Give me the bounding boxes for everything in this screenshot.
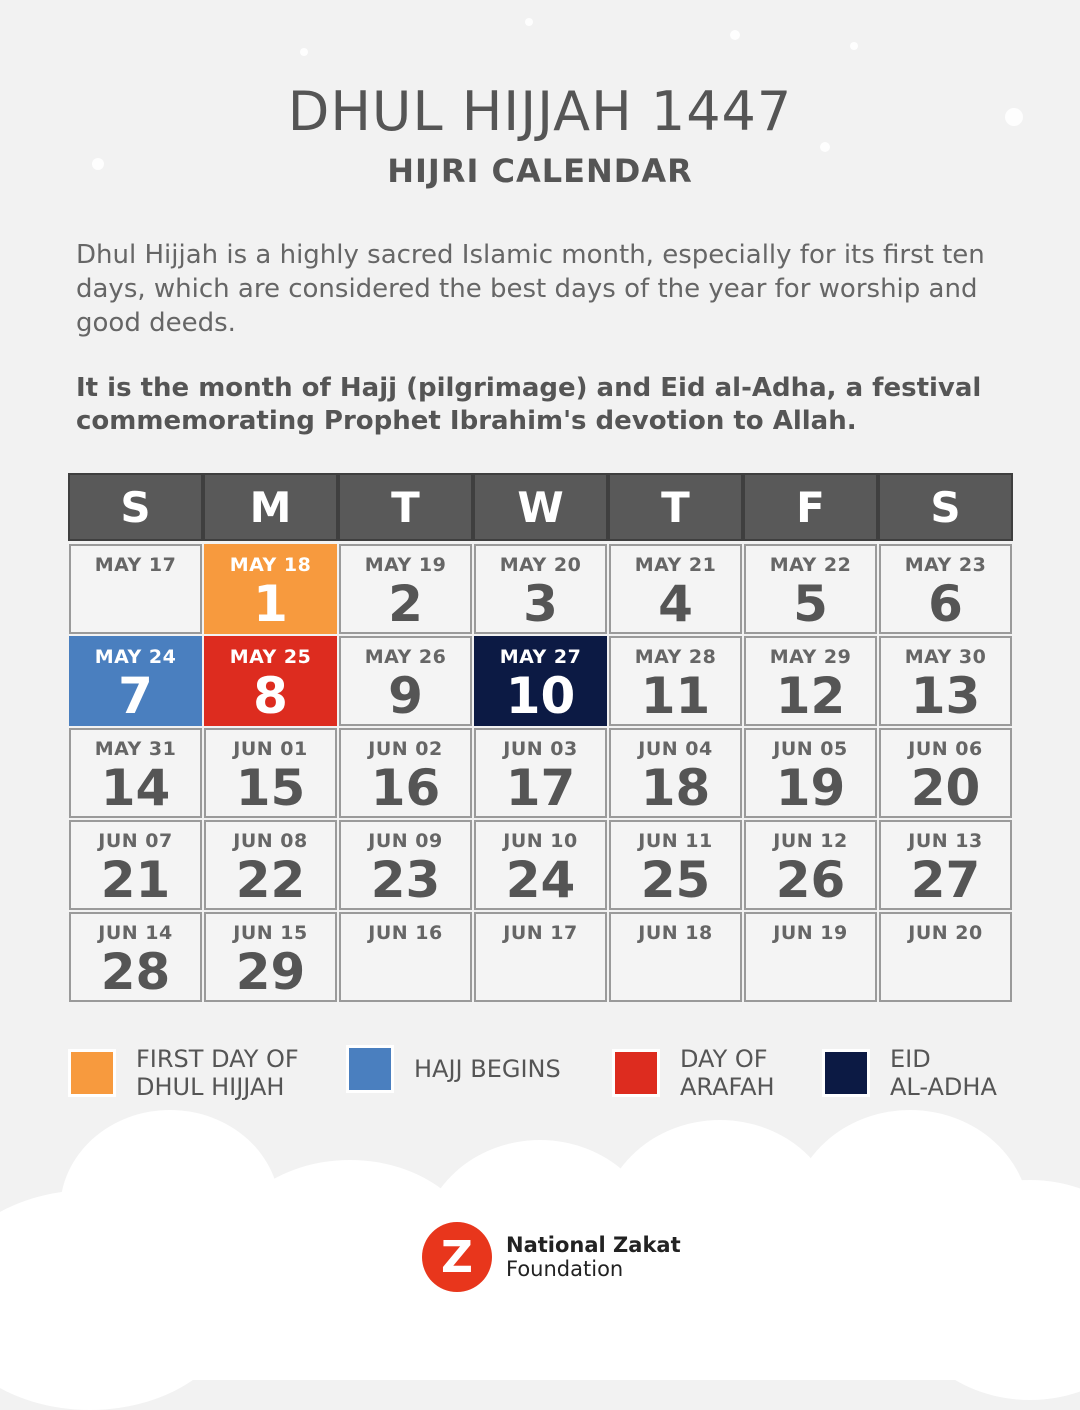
gregorian-date: JUN 06	[908, 738, 983, 760]
hijri-day-number: 4	[658, 575, 693, 633]
gregorian-date: MAY 31	[94, 738, 177, 760]
gregorian-date: MAY 29	[769, 646, 852, 668]
hijri-day-number: 3	[523, 575, 558, 633]
gregorian-date: MAY 18	[229, 554, 312, 576]
calendar-day-cell	[609, 728, 742, 818]
calendar-day-cell	[204, 820, 337, 910]
legend-swatch	[68, 1049, 116, 1097]
hijri-day-number: 9	[388, 667, 423, 725]
hijri-day-number: 17	[505, 759, 576, 817]
cloud-decoration	[0, 1080, 1080, 1350]
calendar-day-cell	[474, 728, 607, 818]
calendar-day-cell	[69, 544, 202, 634]
hijri-day-number: 24	[505, 851, 576, 909]
page-subtitle: HIJRI CALENDAR	[387, 152, 693, 190]
weekday-header: S	[878, 473, 1013, 541]
calendar-day-cell	[69, 912, 202, 1002]
calendar-day-cell	[744, 544, 877, 634]
calendar-day-cell	[609, 544, 742, 634]
weekday-header: M	[203, 473, 338, 541]
calendar-day-cell	[69, 820, 202, 910]
gregorian-date: MAY 27	[499, 646, 582, 668]
gregorian-date: JUN 13	[908, 830, 983, 852]
gregorian-date: JUN 02	[368, 738, 443, 760]
calendar-day-cell	[879, 820, 1012, 910]
gregorian-date: JUN 07	[98, 830, 173, 852]
hijri-day-number: 7	[118, 667, 153, 725]
gregorian-date: JUN 20	[908, 922, 983, 944]
gregorian-date: JUN 15	[233, 922, 308, 944]
calendar-day-cell	[609, 912, 742, 1002]
calendar-day-cell	[69, 636, 202, 726]
page-title: DHUL HIJJAH 1447	[287, 80, 793, 143]
gregorian-date: JUN 18	[638, 922, 713, 944]
calendar-day-cell	[744, 912, 877, 1002]
background-dot	[820, 142, 830, 152]
calendar-day-cell	[339, 728, 472, 818]
legend-first-day	[68, 1045, 299, 1101]
gregorian-date: MAY 20	[499, 554, 582, 576]
hijri-day-number: 25	[640, 851, 711, 909]
hijri-day-number: 19	[775, 759, 846, 817]
calendar-day-cell	[339, 544, 472, 634]
gregorian-date: JUN 17	[503, 922, 578, 944]
calendar-day-cell	[609, 820, 742, 910]
hijri-day-number: 18	[640, 759, 711, 817]
hijri-day-number: 10	[505, 667, 576, 725]
gregorian-date: MAY 25	[229, 646, 312, 668]
weekday-header: S	[68, 473, 203, 541]
intro-paragraph: Dhul Hijjah is a highly sacred Islamic month, especially for its first ten days, which are considered the best days of the year for worship and good deeds.	[76, 240, 985, 338]
weekday-header: W	[473, 473, 608, 541]
hijri-day-number: 23	[370, 851, 441, 909]
hijri-day-number: 2	[388, 575, 423, 633]
calendar-day-cell	[609, 636, 742, 726]
hijri-day-number: 22	[235, 851, 306, 909]
calendar-day-cell	[879, 544, 1012, 634]
logo-line-2: Foundation	[506, 1257, 624, 1281]
hijri-day-number: 16	[370, 759, 441, 817]
background-dot	[850, 42, 858, 50]
logo-line-1: National Zakat	[506, 1233, 681, 1257]
gregorian-date: MAY 23	[904, 554, 987, 576]
gregorian-date: JUN 05	[773, 738, 848, 760]
gregorian-date: MAY 21	[634, 554, 717, 576]
calendar-day-cell	[204, 544, 337, 634]
gregorian-date: JUN 19	[773, 922, 848, 944]
weekday-header: F	[743, 473, 878, 541]
background-dot	[300, 48, 308, 56]
legend-swatch	[612, 1049, 660, 1097]
hijri-day-number: 11	[640, 667, 711, 725]
calendar-day-cell	[204, 636, 337, 726]
calendar-day-cell	[879, 912, 1012, 1002]
gregorian-date: MAY 19	[364, 554, 447, 576]
calendar-day-cell	[339, 636, 472, 726]
calendar-grid	[68, 473, 1011, 1003]
calendar-day-cell	[879, 728, 1012, 818]
hijri-day-number: 6	[928, 575, 963, 633]
calendar-day-cell	[474, 544, 607, 634]
emphasis-paragraph: It is the month of Hajj (pilgrimage) and Eid al-Adha, a festival commemorating Prophet Ibrahim's devotion to Allah.	[76, 373, 982, 436]
calendar-day-cell	[474, 636, 607, 726]
legend-swatch	[822, 1049, 870, 1097]
calendar-day-cell	[744, 636, 877, 726]
hijri-day-number: 15	[235, 759, 306, 817]
gregorian-date: MAY 30	[904, 646, 987, 668]
calendar-day-cell	[474, 820, 607, 910]
hijri-day-number: 13	[910, 667, 981, 725]
gregorian-date: JUN 01	[233, 738, 308, 760]
calendar-day-cell	[879, 636, 1012, 726]
legend-eid-al-adha	[822, 1045, 997, 1101]
calendar-day-cell	[204, 728, 337, 818]
gregorian-date: JUN 08	[233, 830, 308, 852]
background-dot	[525, 18, 533, 26]
gregorian-date: JUN 04	[638, 738, 713, 760]
calendar-day-cell	[69, 728, 202, 818]
calendar-day-cell	[339, 820, 472, 910]
calendar-day-cell	[474, 912, 607, 1002]
hijri-day-number: 21	[100, 851, 171, 909]
gregorian-date: JUN 09	[368, 830, 443, 852]
gregorian-date: MAY 17	[94, 554, 177, 576]
gregorian-date: JUN 03	[503, 738, 578, 760]
hijri-day-number: 29	[235, 943, 306, 1001]
hijri-day-number: 5	[793, 575, 828, 633]
hijri-day-number: 1	[253, 575, 288, 633]
weekday-header: T	[608, 473, 743, 541]
legend-label: FIRST DAY OF DHUL HIJJAH	[136, 1045, 299, 1101]
calendar-day-cell	[744, 728, 877, 818]
hijri-day-number: 8	[253, 667, 288, 725]
zakat-logo-icon: Z	[422, 1222, 492, 1292]
calendar-day-cell	[339, 912, 472, 1002]
legend-hajj-begins	[346, 1045, 561, 1093]
hijri-day-number: 27	[910, 851, 981, 909]
gregorian-date: JUN 12	[773, 830, 848, 852]
gregorian-date: JUN 11	[638, 830, 713, 852]
calendar-day-cell	[744, 820, 877, 910]
legend-label: HAJJ BEGINS	[414, 1055, 561, 1083]
hijri-day-number: 26	[775, 851, 846, 909]
gregorian-date: MAY 26	[364, 646, 447, 668]
legend-day-of-arafah	[612, 1045, 775, 1101]
background-dot	[730, 30, 740, 40]
gregorian-date: JUN 14	[98, 922, 173, 944]
legend-label: EID AL-ADHA	[890, 1045, 997, 1101]
hijri-day-number: 28	[100, 943, 171, 1001]
gregorian-date: MAY 24	[94, 646, 177, 668]
logo-wordmark	[506, 1233, 681, 1281]
hijri-day-number: 12	[775, 667, 846, 725]
calendar-day-cell	[204, 912, 337, 1002]
gregorian-date: JUN 10	[503, 830, 578, 852]
gregorian-date: MAY 22	[769, 554, 852, 576]
legend-label: DAY OF ARAFAH	[680, 1045, 775, 1101]
gregorian-date: JUN 16	[368, 922, 443, 944]
organization-logo	[422, 1222, 681, 1292]
legend-swatch	[346, 1045, 394, 1093]
hijri-day-number: 14	[100, 759, 171, 817]
weekday-header: T	[338, 473, 473, 541]
gregorian-date: MAY 28	[634, 646, 717, 668]
hijri-day-number: 20	[910, 759, 981, 817]
